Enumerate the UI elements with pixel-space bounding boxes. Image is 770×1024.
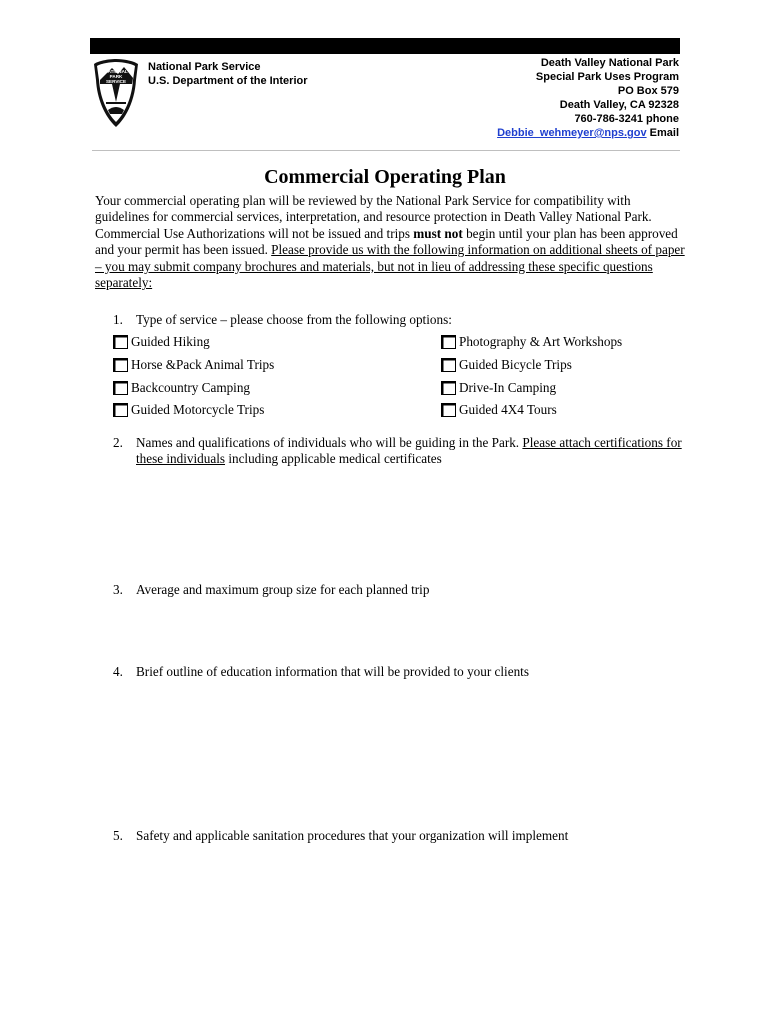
question-text: Type of service – please choose from the following options:: [136, 312, 452, 327]
question-number: 1.: [113, 312, 123, 327]
question-text-part: including applicable medical certificates: [225, 451, 442, 467]
header-bar: [90, 38, 680, 54]
option-label: Photography & Art Workshops: [459, 334, 623, 349]
intro-text: Your commercial operating plan will be reviewed by the National Park Service for compatibility with guidelines for commercial services, interpretation, and resource protection in Death Valley National Park. Commercial Use Authorizations will not be issued and trips: [95, 193, 652, 241]
option-guided-hiking[interactable]: [113, 333, 210, 351]
question-number: 3.: [113, 582, 123, 597]
address-line: Death Valley National Park: [540, 57, 679, 69]
question-text-part: Names and qualifications of individuals who will be guiding in the Park.: [136, 435, 523, 450]
question-instruction: Please attach certifications for these individuals: [136, 435, 682, 467]
checkbox[interactable]: [113, 358, 128, 372]
option-label: Guided Motorcycle Trips: [131, 402, 265, 417]
intro-instructions: Please provide us with the following information on additional sheets of paper – you may submit company brochures and materials, but not in lieu of addressing these specific questions separately:: [95, 242, 685, 291]
page-title: Commercial Operating Plan: [264, 166, 506, 188]
email-link[interactable]: Debbie_wehmeyer@nps.gov: [497, 127, 647, 139]
checkbox[interactable]: [113, 335, 128, 349]
agency-block: [148, 60, 308, 88]
option-label: Drive-In Camping: [459, 380, 557, 395]
intro-text: begin until your plan has been approved and your permit has been issued.: [95, 225, 678, 258]
option-label: Horse &Pack Animal Trips: [131, 357, 275, 372]
address-line: Death Valley, CA 92328: [559, 99, 679, 111]
option-label: Guided Bicycle Trips: [459, 357, 572, 372]
address-block: [497, 56, 679, 140]
checkbox[interactable]: [441, 403, 456, 417]
option-label: Guided 4X4 Tours: [459, 402, 557, 417]
option-photography-art[interactable]: [441, 333, 622, 351]
option-guided-bicycle-trips[interactable]: [441, 356, 572, 374]
address-line: PO Box 579: [617, 85, 679, 97]
department-name: U.S. Department of the Interior: [148, 75, 308, 87]
option-drive-in-camping[interactable]: [441, 379, 556, 397]
logo-text: SERVICE: [105, 79, 127, 84]
option-label: Backcountry Camping: [131, 380, 251, 395]
logo-text: NATIONAL: [104, 69, 128, 74]
intro-emphasis: must not: [413, 225, 463, 241]
nps-arrowhead-logo: [92, 58, 140, 128]
checkbox[interactable]: [113, 403, 128, 417]
agency-name: National Park Service: [148, 61, 261, 73]
option-label: Guided Hiking: [131, 334, 210, 349]
checkbox[interactable]: [441, 335, 456, 349]
question-text: Brief outline of education information that will be provided to your clients: [136, 664, 529, 679]
checkbox[interactable]: [441, 358, 456, 372]
checkbox[interactable]: [113, 381, 128, 395]
question-text: [136, 435, 696, 468]
option-horse-pack-trips[interactable]: [113, 356, 274, 374]
header-divider: [92, 150, 680, 151]
phone-line: 760-786-3241 phone: [574, 113, 679, 125]
address-line: Special Park Uses Program: [535, 71, 679, 83]
email-suffix: Email: [646, 127, 679, 139]
question-number: 2.: [113, 435, 123, 450]
question-number: 5.: [113, 828, 123, 843]
option-backcountry-camping[interactable]: [113, 379, 250, 397]
email-line: [497, 126, 679, 140]
checkbox[interactable]: [441, 381, 456, 395]
question-number: 4.: [113, 664, 123, 679]
question-text: Safety and applicable sanitation procedures that your organization will implement: [136, 828, 569, 843]
option-guided-motorcycle-trips[interactable]: [113, 401, 264, 419]
logo-text: PARK: [109, 74, 123, 79]
question-text: Average and maximum group size for each planned trip: [136, 582, 430, 597]
intro-paragraph: [95, 193, 687, 291]
option-guided-4x4-tours[interactable]: [441, 401, 557, 419]
